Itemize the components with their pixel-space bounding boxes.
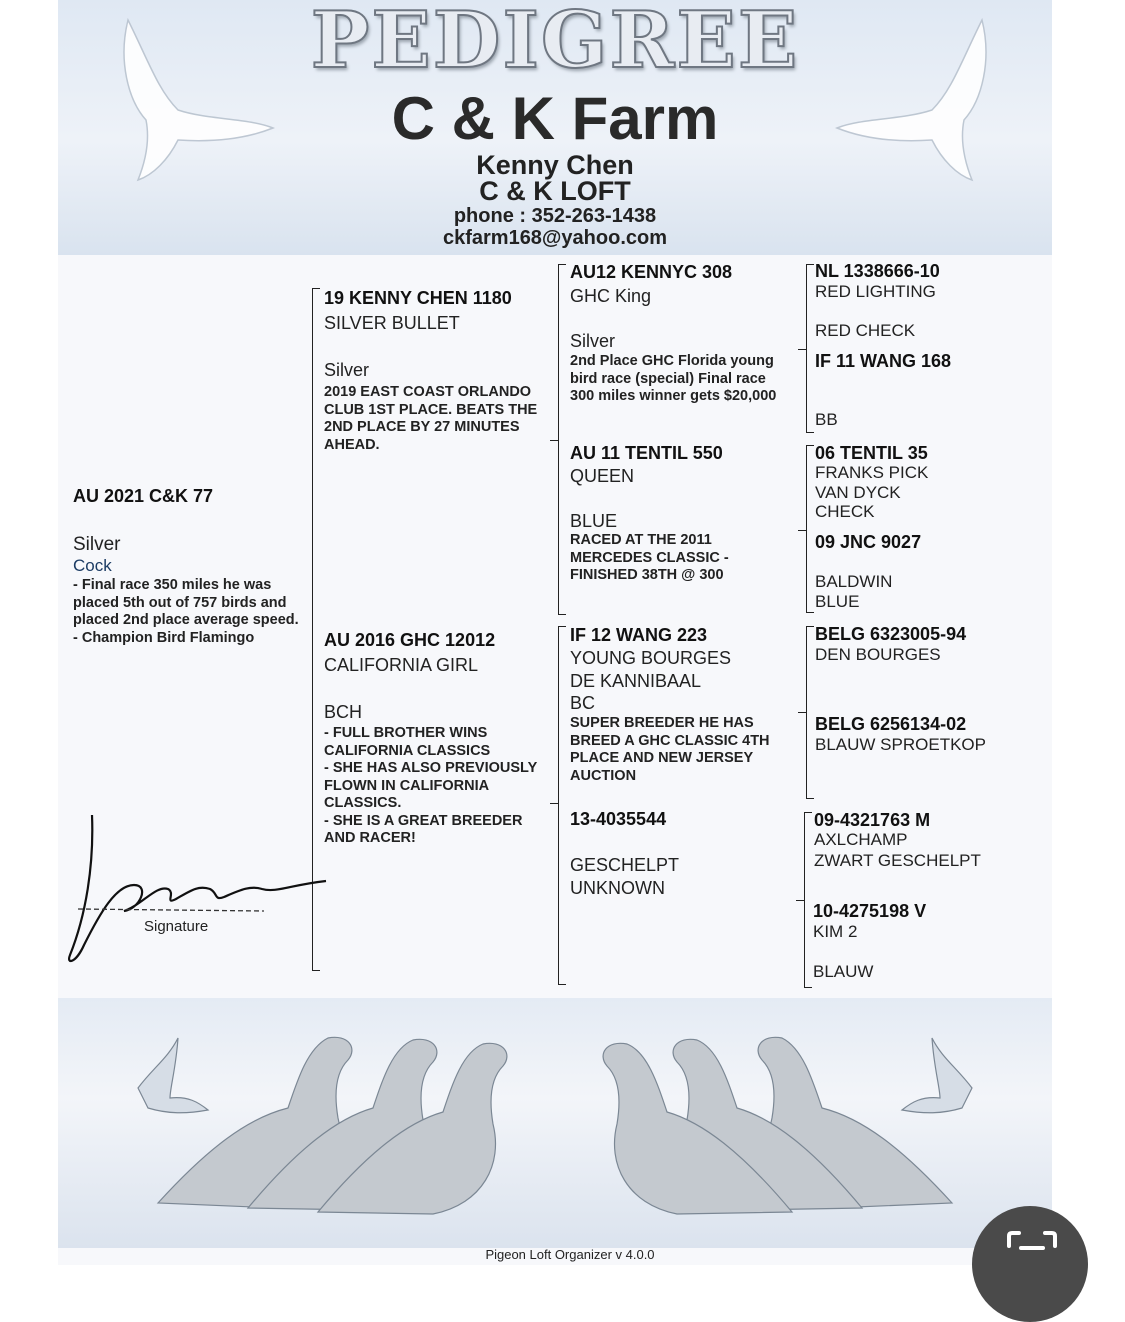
farm-name: C & K Farm — [391, 85, 719, 152]
gg-color-8: BLAUW — [813, 962, 874, 981]
dd-parents-bracket — [804, 812, 805, 987]
footer-banner — [58, 998, 1052, 1248]
bracket-tick — [796, 900, 804, 901]
bracket-tick — [312, 288, 320, 289]
gg-ring-2: IF 11 WANG 168 — [815, 351, 952, 371]
dam-ring: AU 2016 GHC 12012 — [324, 630, 496, 650]
text-scan-icon — [1005, 1230, 1059, 1260]
bracket-tick — [804, 812, 812, 813]
gg-name-5: DEN BOURGES — [815, 645, 941, 664]
dam-color: BCH — [324, 702, 363, 722]
sire-name: SILVER BULLET — [324, 313, 460, 333]
sd-notes: RACED AT THE 2011 MERCEDES CLASSIC - FINISHED 38TH @ 300 — [570, 532, 729, 583]
subject-notes: - Final race 350 miles he was placed 5th out of 757 birds and placed 2nd place average speed. - Champion Bird Flamingo — [73, 577, 299, 646]
bracket-tick — [806, 626, 814, 627]
bracket-tick — [558, 984, 566, 985]
gg-color-1: RED CHECK — [815, 321, 916, 340]
gg-ring-5: BELG 6323005-94 — [815, 624, 967, 644]
dam-grandparents-bracket — [558, 626, 559, 984]
gg-extra-3: VAN DYCK — [815, 483, 901, 502]
sd-parents-bracket — [806, 445, 807, 612]
sd-color: BLUE — [570, 511, 618, 531]
gg-ring-1: NL 1338666-10 — [815, 261, 940, 281]
gg-name-6: BLAUW SPROETKOP — [815, 735, 986, 754]
bracket-tick — [806, 612, 814, 613]
ss-notes: 2nd Place GHC Florida young bird race (special) Final race 300 miles winner gets $20,000 — [570, 353, 777, 404]
gg-color-3: CHECK — [815, 502, 875, 521]
pigeons-illustration — [58, 998, 1052, 1248]
gg-ring-6: BELG 6256134-02 — [815, 714, 967, 734]
sire-color: Silver — [324, 360, 370, 380]
bracket-tick — [806, 798, 814, 799]
phone-number: phone : 352-263-1438 — [453, 205, 657, 227]
loft-name: C & K LOFT — [479, 176, 631, 206]
sd-name: QUEEN — [570, 466, 635, 486]
bracket-tick — [550, 803, 558, 804]
sire-notes: 2019 EAST COAST ORLANDO CLUB 1ST PLACE. BEATS THE 2ND PLACE BY 27 MINUTES AHEAD. — [324, 384, 538, 453]
dam-name: CALIFORNIA GIRL — [324, 655, 479, 675]
gg-name-8: KIM 2 — [813, 922, 858, 941]
gg-name-1: RED LIGHTING — [815, 282, 936, 301]
gg-color-2: BB — [815, 410, 838, 429]
sire-grandparents-bracket — [558, 264, 559, 614]
ds-name: YOUNG BOURGES — [570, 648, 732, 668]
bracket-tick — [558, 614, 566, 615]
subject-ring: AU 2021 C&K 77 — [73, 486, 214, 506]
ss-color: Silver — [570, 331, 616, 351]
bracket-tick — [558, 264, 566, 265]
ss-name: GHC King — [570, 286, 652, 306]
bracket-tick — [798, 712, 806, 713]
gg-ring-8: 10-4275198 V — [813, 901, 927, 921]
subject-color: Silver — [73, 534, 121, 555]
ss-parents-bracket — [806, 264, 807, 432]
dam-notes: - FULL BROTHER WINS CALIFORNIA CLASSICS - SHE HAS ALSO PREVIOUSLY FLOWN IN CALIFORNIA CLASSICS. - SHE IS A GREAT BREEDER AND RACER! — [324, 725, 537, 846]
bracket-tick — [806, 264, 814, 265]
signature-scribble — [64, 805, 334, 975]
ds-name-2: DE KANNIBAAL — [570, 671, 702, 691]
bracket-tick — [798, 530, 806, 531]
bracket-tick — [798, 349, 806, 350]
dd-name: UNKNOWN — [570, 878, 665, 898]
sire-ring: 19 KENNY CHEN 1180 — [324, 288, 512, 308]
gg-ring-4: 09 JNC 9027 — [815, 532, 922, 552]
gg-color-4: BLUE — [815, 592, 860, 611]
page-margin-right — [1052, 0, 1125, 1265]
gg-name-3: FRANKS PICK — [815, 463, 929, 482]
ss-ring: AU12 KENNYC 308 — [570, 262, 733, 282]
gg-name-4: BALDWIN — [815, 572, 893, 591]
bracket-tick — [804, 987, 812, 988]
email-address: ckfarm168@yahoo.com — [442, 227, 668, 249]
bracket-tick — [806, 445, 814, 446]
gg-ring-7: 09-4321763 M — [814, 810, 931, 830]
bracket-tick — [558, 626, 566, 627]
software-credit: Pigeon Loft Organizer v 4.0.0 — [485, 1247, 655, 1262]
lens-button[interactable] — [972, 1206, 1088, 1322]
signature-label: Signature — [144, 918, 209, 935]
page-margin-left — [0, 0, 58, 1265]
ds-notes: SUPER BREEDER HE HAS BREED A GHC CLASSIC 4TH PLACE AND NEW JERSEY AUCTION — [570, 715, 770, 784]
gg-ring-3: 06 TENTIL 35 — [815, 443, 928, 463]
sd-ring: AU 11 TENTIL 550 — [570, 443, 723, 463]
ds-parents-bracket — [806, 626, 807, 798]
bracket-tick — [806, 432, 814, 433]
pedigree-heading: PEDIGREE — [310, 0, 800, 86]
subject-sex: Cock — [73, 556, 112, 575]
ds-color: BC — [570, 693, 596, 713]
gg-color-7: ZWART GESCHELPT — [814, 851, 981, 870]
owner-name: Kenny Chen — [476, 150, 634, 180]
bracket-tick — [550, 440, 558, 441]
dd-ring: 13-4035544 — [570, 809, 667, 829]
dd-color: GESCHELPT — [570, 855, 680, 875]
ds-ring: IF 12 WANG 223 — [570, 625, 708, 645]
gg-name-7: AXLCHAMP — [814, 830, 908, 849]
